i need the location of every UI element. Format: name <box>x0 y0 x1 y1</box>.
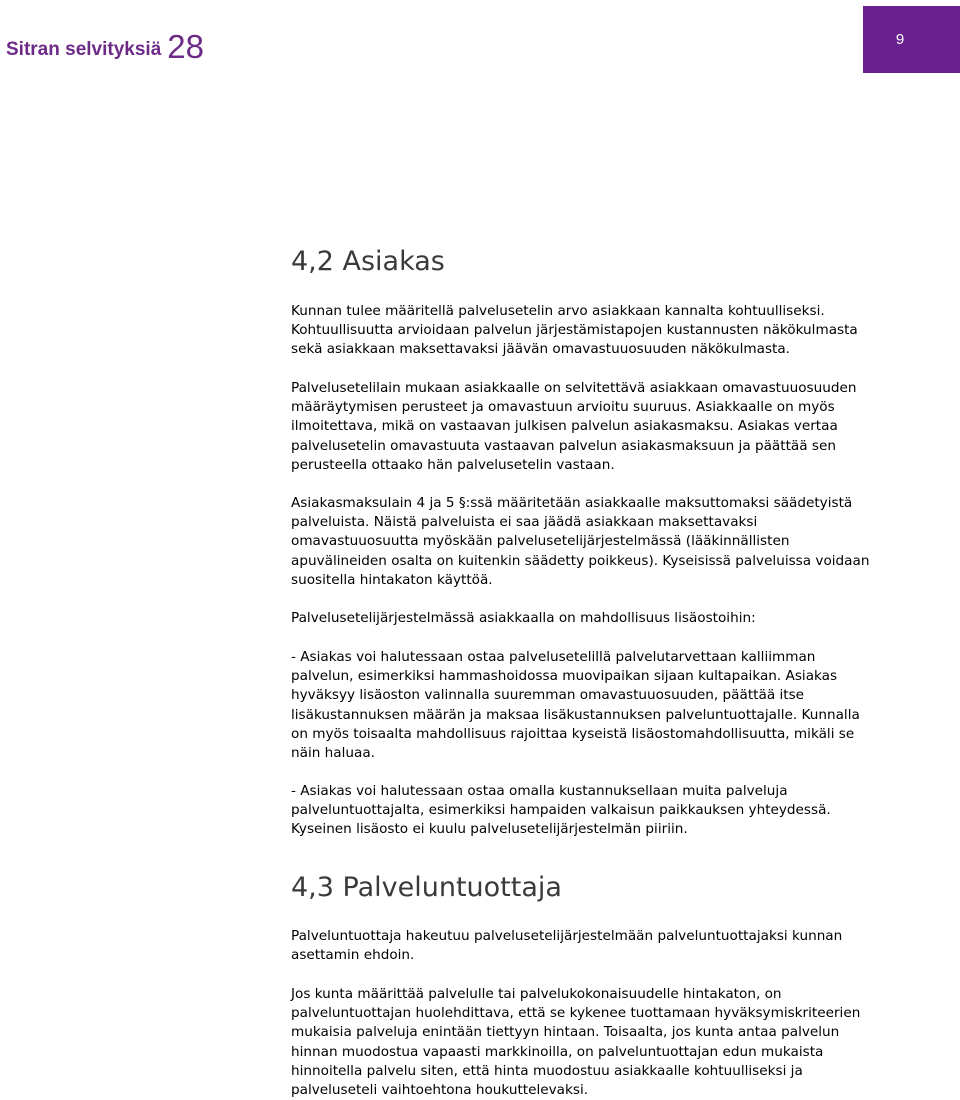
paragraph: Palveluntuottaja hakeutuu palvelusetelijärjestelmään palveluntuottajaksi kunnan asettamin ehdoin. <box>291 928 843 964</box>
section-heading-palveluntuottaja: 4,3 Palveluntuottaja <box>291 872 562 903</box>
series-title <box>6 28 204 69</box>
page-number: 9 <box>895 31 905 48</box>
page-number-box <box>863 6 960 73</box>
paragraph: Kunnan tulee määritellä palvelusetelin arvo asiakkaan kannalta kohtuulliseksi. Kohtuullisuutta arvioidaan palvelun järjestämistapojen kustannusten näkökulmasta sekä asiakkaan maksettavaksi jäävän omavastuuosuuden näkökulmasta. <box>291 303 858 358</box>
section-heading-asiakas: 4,2 Asiakas <box>291 246 445 277</box>
series-number: 28 <box>167 28 204 65</box>
series-name: Sitran selvityksiä <box>6 39 162 60</box>
list-item: - Asiakas voi halutessaan ostaa omalla kustannuksellaan muita palveluja palveluntuottajalta, esimerkiksi hampaiden valkaisun paikkauksen yhteydessä. Kyseinen lisäosto ei kuulu palvelusetelijärjestelmän piiriin. <box>291 783 831 838</box>
paragraph: Asiakasmaksulain 4 ja 5 §:ssä määritetään asiakkaalle maksuttomaksi säädetyistä palveluista. Näistä palveluista ei saa jäädä asiakkaan maksettavaksi omavastuuosuutta myöskään palvelusetelijärjestelmässä (lääkinnällisten apuvälineiden osalta on kuitenkin säädetty poikkeus). Kyseisissä palveluissa voidaan suositella hintakaton käyttöä. <box>291 495 870 588</box>
paragraph: Palvelusetelilain mukaan asiakkaalle on selvitettävä asiakkaan omavastuuosuuden määräytymisen perusteet ja omavastuun arvioitu suuruus. Asiakkaalle on myös ilmoitettava, mikä on vastaavan julkisen palvelun asiakasmaksu. Asiakas vertaa palvelusetelin omavastuuta vastaavan palvelun asiakasmaksuun ja päättää sen perusteella ottaako hän palvelusetelin vastaan. <box>291 380 857 473</box>
list-item: - Asiakas voi halutessaan ostaa palvelusetelillä palvelutarvettaan kalliimman palvelun, esimerkiksi hammashoidossa muovipaikan sijaan kultapaikan. Asiakas hyväksyy lisäoston valinnalla suuremman omavastuuosuuden, päättää itse lisäkustannuksen määrän ja maksaa lisäkustannuksen palveluntuottajalle. Kunnalla on myös toisaalta mahdollisuus rajoittaa kyseistä lisäostomahdollisuutta, mikäli se näin haluaa. <box>291 649 860 762</box>
paragraph: Palvelusetelijärjestelmässä asiakkaalla on mahdollisuus lisäostoihin: <box>291 610 756 626</box>
paragraph: Jos kunta määrittää palvelulle tai palvelukokonaisuudelle hintakaton, on palveluntuottajan huolehdittava, että se kykenee tuottamaan hyväksymiskriteerien mukaisia palveluja enintään tiettyyn hintaan. Toisaalta, jos kunta antaa palvelun hinnan muodostua vapaasti markkinoilla, on palveluntuottajan edun mukaista hinnoitella palvelu siten, että hinta muodostuu asiakkaalle kohtuulliseksi ja palveluseteli vaihtoehtona houkuttelevaksi. <box>291 986 861 1099</box>
